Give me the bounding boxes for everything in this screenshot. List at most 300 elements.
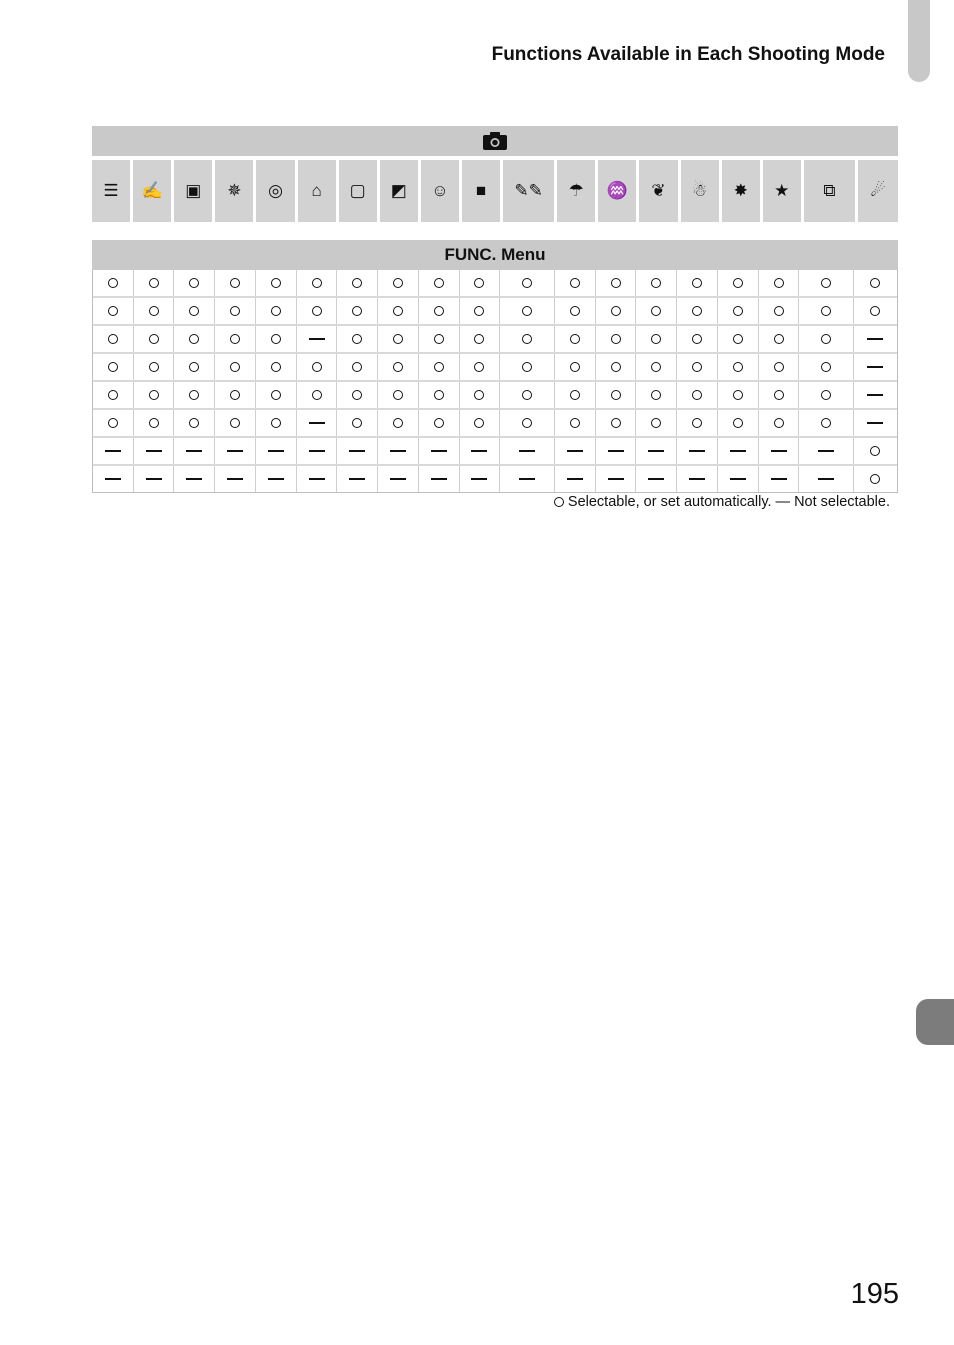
table-cell: [718, 326, 759, 352]
selectable-circle-icon: [230, 306, 240, 316]
table-cell: [759, 298, 800, 324]
selectable-circle-icon: [434, 362, 444, 372]
selectable-circle-icon: [434, 418, 444, 428]
table-cell: [718, 466, 759, 492]
table-cell: [134, 466, 175, 492]
selectable-circle-icon: [352, 390, 362, 400]
selectable-circle-icon: [189, 334, 199, 344]
table-cell: [93, 438, 134, 464]
selectable-circle-icon: [271, 418, 281, 428]
table-cell: [596, 298, 637, 324]
selectable-circle-icon: [393, 390, 403, 400]
table-cell: [854, 382, 897, 408]
portrait-icon: ▣: [185, 181, 202, 200]
selectable-circle-icon: [474, 390, 484, 400]
not-selectable-dash-icon: [771, 450, 787, 451]
table-cell: [759, 410, 800, 436]
mode-cell: [503, 160, 554, 222]
table-cell: [555, 270, 596, 296]
table-cell: [174, 382, 215, 408]
selectable-circle-icon: [821, 334, 831, 344]
mode-cell: [639, 160, 677, 222]
not-selectable-dash-icon: [268, 478, 284, 479]
selectable-circle-icon: [611, 306, 621, 316]
mode-cell: [681, 160, 719, 222]
table-cell: [799, 270, 854, 296]
table-cell: [297, 298, 338, 324]
table-cell: [174, 410, 215, 436]
selectable-circle-icon: [611, 390, 621, 400]
selectable-circle-icon: [230, 334, 240, 344]
mode-cell: [215, 160, 253, 222]
table-cell: [93, 326, 134, 352]
table-cell: [677, 410, 718, 436]
selectable-circle-icon: [271, 362, 281, 372]
chapter-tab-top: [908, 0, 930, 82]
selectable-circle-icon: [189, 278, 199, 288]
table-cell: [297, 410, 338, 436]
table-cell: [378, 298, 419, 324]
selectable-circle-icon: [821, 306, 831, 316]
table-cell: [460, 438, 501, 464]
miniature-effect-icon: ⌂: [311, 181, 322, 200]
table-cell: [256, 354, 297, 380]
table-cell: [378, 382, 419, 408]
table-cell: [718, 382, 759, 408]
selectable-circle-icon: [692, 278, 702, 288]
table-cell: [799, 438, 854, 464]
table-cell: [419, 270, 460, 296]
table-cell: [93, 466, 134, 492]
table-cell: [215, 466, 256, 492]
table-cell: [256, 382, 297, 408]
selectable-circle-icon: [312, 278, 322, 288]
selectable-circle-icon: [522, 306, 532, 316]
page-number: 195: [850, 1278, 899, 1310]
not-selectable-dash-icon: [689, 478, 705, 479]
selectable-circle-icon: [108, 278, 118, 288]
table-cell: [759, 466, 800, 492]
selectable-circle-icon: [692, 306, 702, 316]
table-cell: [500, 326, 555, 352]
selectable-circle-icon: [870, 278, 880, 288]
selectable-circle-icon: [352, 306, 362, 316]
table-cell: [215, 382, 256, 408]
table-cell: [596, 354, 637, 380]
table-cell: [215, 298, 256, 324]
selectable-circle-icon: [474, 362, 484, 372]
not-selectable-dash-icon: [648, 478, 664, 479]
table-cell: [500, 298, 555, 324]
selectable-circle-icon: [312, 306, 322, 316]
not-selectable-dash-icon: [146, 450, 162, 451]
mode-cell: [133, 160, 171, 222]
camera-mode-header: [92, 126, 898, 156]
legend: [400, 494, 890, 510]
table-cell: [419, 326, 460, 352]
table-cell: [596, 326, 637, 352]
selectable-circle-icon: [821, 278, 831, 288]
selectable-circle-icon: [611, 418, 621, 428]
table-cell: [799, 382, 854, 408]
fisheye-effect-icon: ◎: [268, 181, 283, 200]
selectable-circle-icon: [393, 306, 403, 316]
selectable-circle-icon: [230, 390, 240, 400]
beach-icon: ☂: [568, 181, 584, 200]
table-cell: [677, 326, 718, 352]
mode-cell: [298, 160, 336, 222]
not-selectable-dash-icon: [730, 450, 746, 451]
selectable-circle-icon: [774, 306, 784, 316]
not-selectable-dash-icon: [567, 450, 583, 451]
mode-cell: [598, 160, 636, 222]
table-cell: [555, 354, 596, 380]
table-row: [93, 298, 897, 326]
selectable-circle-icon: [774, 362, 784, 372]
foliage-icon: ❦: [651, 181, 666, 200]
selectable-circle-icon: [692, 390, 702, 400]
selectable-circle-icon: [352, 418, 362, 428]
table-cell: [799, 326, 854, 352]
selectable-circle-icon: [271, 390, 281, 400]
selectable-circle-icon: [312, 362, 322, 372]
mode-cell: [557, 160, 595, 222]
legend-circle-icon: [554, 497, 564, 507]
table-cell: [718, 410, 759, 436]
table-cell: [256, 326, 297, 352]
selectable-circle-icon: [108, 390, 118, 400]
not-selectable-dash-icon: [730, 478, 746, 479]
selectable-circle-icon: [149, 362, 159, 372]
table-cell: [378, 326, 419, 352]
selectable-circle-icon: [733, 278, 743, 288]
mode-cell: [421, 160, 459, 222]
table-cell: [854, 354, 897, 380]
selectable-circle-icon: [522, 362, 532, 372]
table-cell: [460, 466, 501, 492]
table-cell: [256, 438, 297, 464]
not-selectable-dash-icon: [431, 478, 447, 479]
table-cell: [419, 298, 460, 324]
table-cell: [636, 466, 677, 492]
table-cell: [337, 270, 378, 296]
table-cell: [256, 270, 297, 296]
selectable-circle-icon: [434, 334, 444, 344]
selectable-circle-icon: [821, 362, 831, 372]
table-cell: [677, 298, 718, 324]
not-selectable-dash-icon: [818, 450, 834, 451]
table-cell: [134, 410, 175, 436]
table-cell: [93, 382, 134, 408]
legend-not-selectable-text: — Not selectable.: [775, 494, 890, 510]
table-cell: [854, 326, 897, 352]
selectable-circle-icon: [108, 334, 118, 344]
table-cell: [636, 270, 677, 296]
not-selectable-dash-icon: [309, 422, 325, 423]
table-cell: [718, 270, 759, 296]
not-selectable-dash-icon: [105, 478, 121, 479]
not-selectable-dash-icon: [349, 450, 365, 451]
func-menu-header: FUNC. Menu: [92, 240, 898, 270]
not-selectable-dash-icon: [227, 450, 243, 451]
selectable-circle-icon: [733, 362, 743, 372]
table-cell: [174, 354, 215, 380]
selectable-circle-icon: [108, 306, 118, 316]
selectable-circle-icon: [651, 306, 661, 316]
selectable-circle-icon: [774, 418, 784, 428]
long-shutter-icon: ★: [774, 181, 790, 200]
selectable-circle-icon: [474, 278, 484, 288]
table-row: [93, 326, 897, 354]
table-cell: [256, 298, 297, 324]
selectable-circle-icon: [611, 334, 621, 344]
selectable-circle-icon: [733, 306, 743, 316]
table-cell: [337, 438, 378, 464]
table-cell: [636, 298, 677, 324]
selectable-circle-icon: [821, 390, 831, 400]
selectable-circle-icon: [434, 278, 444, 288]
table-cell: [596, 410, 637, 436]
selectable-circle-icon: [108, 418, 118, 428]
not-selectable-dash-icon: [867, 394, 883, 395]
table-cell: [215, 326, 256, 352]
table-cell: [419, 466, 460, 492]
table-cell: [93, 298, 134, 324]
table-cell: [297, 270, 338, 296]
mode-cell: [858, 160, 898, 222]
selectable-circle-icon: [522, 418, 532, 428]
table-cell: [174, 466, 215, 492]
table-cell: [134, 270, 175, 296]
selectable-circle-icon: [230, 362, 240, 372]
not-selectable-dash-icon: [608, 478, 624, 479]
not-selectable-dash-icon: [818, 478, 834, 479]
not-selectable-dash-icon: [186, 478, 202, 479]
table-cell: [500, 466, 555, 492]
table-cell: [93, 270, 134, 296]
table-cell: [759, 326, 800, 352]
selectable-circle-icon: [774, 390, 784, 400]
table-cell: [256, 466, 297, 492]
not-selectable-dash-icon: [309, 338, 325, 339]
selectable-circle-icon: [821, 418, 831, 428]
table-cell: [378, 270, 419, 296]
table-cell: [134, 354, 175, 380]
table-cell: [460, 354, 501, 380]
table-cell: [636, 326, 677, 352]
table-cell: [134, 326, 175, 352]
table-cell: [378, 466, 419, 492]
selectable-circle-icon: [870, 474, 880, 484]
not-selectable-dash-icon: [771, 478, 787, 479]
table-cell: [460, 410, 501, 436]
not-selectable-dash-icon: [689, 450, 705, 451]
not-selectable-dash-icon: [105, 450, 121, 451]
table-cell: [460, 382, 501, 408]
table-cell: [799, 466, 854, 492]
table-cell: [854, 438, 897, 464]
camera-icon: [482, 131, 508, 151]
not-selectable-dash-icon: [519, 478, 535, 479]
selectable-circle-icon: [570, 278, 580, 288]
table-cell: [337, 354, 378, 380]
selectable-circle-icon: [774, 334, 784, 344]
not-selectable-dash-icon: [227, 478, 243, 479]
selectable-circle-icon: [434, 390, 444, 400]
poster-effect-icon: ■: [475, 181, 487, 200]
table-cell: [854, 410, 897, 436]
selectable-circle-icon: [474, 418, 484, 428]
not-selectable-dash-icon: [608, 450, 624, 451]
mode-cell: [804, 160, 855, 222]
selectable-circle-icon: [570, 306, 580, 316]
fireworks-icon: ✸: [733, 181, 748, 200]
not-selectable-dash-icon: [349, 478, 365, 479]
table-cell: [718, 298, 759, 324]
selectable-circle-icon: [352, 362, 362, 372]
not-selectable-dash-icon: [390, 478, 406, 479]
table-cell: [718, 438, 759, 464]
table-cell: [555, 410, 596, 436]
table-row: [93, 466, 897, 492]
not-selectable-dash-icon: [431, 450, 447, 451]
selectable-circle-icon: [434, 306, 444, 316]
table-cell: [297, 382, 338, 408]
table-cell: [134, 298, 175, 324]
table-cell: [337, 382, 378, 408]
table-cell: [854, 270, 897, 296]
selectable-circle-icon: [611, 362, 621, 372]
table-cell: [174, 326, 215, 352]
table-cell: [215, 354, 256, 380]
shooting-mode-icons: [92, 160, 898, 222]
selectable-circle-icon: [474, 306, 484, 316]
selectable-circle-icon: [692, 362, 702, 372]
mode-cell: [722, 160, 760, 222]
table-row: [93, 382, 897, 410]
selectable-circle-icon: [570, 418, 580, 428]
table-cell: [134, 438, 175, 464]
legend-selectable-text: Selectable, or set automatically.: [567, 494, 772, 510]
mode-cell: [92, 160, 130, 222]
continuous-shooting-icon: ☰: [103, 181, 119, 200]
table-cell: [419, 410, 460, 436]
table-cell: [596, 382, 637, 408]
table-cell: [718, 354, 759, 380]
table-cell: [636, 410, 677, 436]
table-cell: [215, 438, 256, 464]
not-selectable-dash-icon: [648, 450, 664, 451]
table-cell: [677, 438, 718, 464]
selectable-circle-icon: [312, 390, 322, 400]
selectable-circle-icon: [692, 418, 702, 428]
table-cell: [419, 438, 460, 464]
table-cell: [419, 382, 460, 408]
table-cell: [378, 354, 419, 380]
selectable-circle-icon: [271, 334, 281, 344]
table-cell: [337, 326, 378, 352]
table-cell: [174, 298, 215, 324]
table-cell: [799, 410, 854, 436]
table-cell: [174, 270, 215, 296]
selectable-circle-icon: [570, 334, 580, 344]
table-cell: [93, 354, 134, 380]
table-cell: [215, 270, 256, 296]
not-selectable-dash-icon: [867, 338, 883, 339]
table-cell: [378, 410, 419, 436]
not-selectable-dash-icon: [567, 478, 583, 479]
not-selectable-dash-icon: [519, 450, 535, 451]
mode-cell: [763, 160, 801, 222]
selectable-circle-icon: [149, 390, 159, 400]
selectable-circle-icon: [774, 278, 784, 288]
page-header-title: Functions Available in Each Shooting Mode: [491, 44, 885, 65]
not-selectable-dash-icon: [146, 478, 162, 479]
table-cell: [297, 354, 338, 380]
table-cell: [500, 438, 555, 464]
table-cell: [799, 298, 854, 324]
table-cell: [297, 326, 338, 352]
table-cell: [799, 354, 854, 380]
low-light-icon: ✵: [227, 181, 242, 200]
smart-shutter-icon: ✍: [141, 181, 163, 200]
monochrome-icon: ◩: [390, 181, 407, 200]
table-cell: [596, 270, 637, 296]
mode-cell: [256, 160, 294, 222]
table-cell: [677, 354, 718, 380]
selectable-circle-icon: [870, 446, 880, 456]
not-selectable-dash-icon: [867, 366, 883, 367]
table-cell: [460, 270, 501, 296]
not-selectable-dash-icon: [186, 450, 202, 451]
selectable-circle-icon: [651, 278, 661, 288]
selectable-circle-icon: [393, 334, 403, 344]
table-cell: [256, 410, 297, 436]
table-cell: [500, 270, 555, 296]
table-cell: [854, 466, 897, 492]
table-cell: [460, 298, 501, 324]
table-cell: [378, 438, 419, 464]
table-cell: [337, 466, 378, 492]
selectable-circle-icon: [733, 390, 743, 400]
selectable-circle-icon: [230, 278, 240, 288]
toy-camera-effect-icon: ▢: [349, 181, 366, 200]
func-menu-grid: [92, 270, 898, 493]
movie-digest-icon: ☄: [870, 181, 886, 200]
table-cell: [419, 354, 460, 380]
table-cell: [555, 382, 596, 408]
selectable-circle-icon: [522, 278, 532, 288]
table-cell: [759, 438, 800, 464]
table-cell: [854, 298, 897, 324]
table-row: [93, 354, 897, 382]
table-cell: [677, 382, 718, 408]
selectable-circle-icon: [393, 362, 403, 372]
selectable-circle-icon: [352, 278, 362, 288]
table-cell: [555, 438, 596, 464]
mode-cell: [174, 160, 212, 222]
selectable-circle-icon: [393, 418, 403, 428]
table-cell: [636, 382, 677, 408]
selectable-circle-icon: [651, 418, 661, 428]
selectable-circle-icon: [149, 306, 159, 316]
selectable-circle-icon: [230, 418, 240, 428]
function-availability-table: [92, 126, 898, 493]
table-cell: [297, 466, 338, 492]
not-selectable-dash-icon: [471, 450, 487, 451]
table-cell: [636, 438, 677, 464]
selectable-circle-icon: [149, 418, 159, 428]
